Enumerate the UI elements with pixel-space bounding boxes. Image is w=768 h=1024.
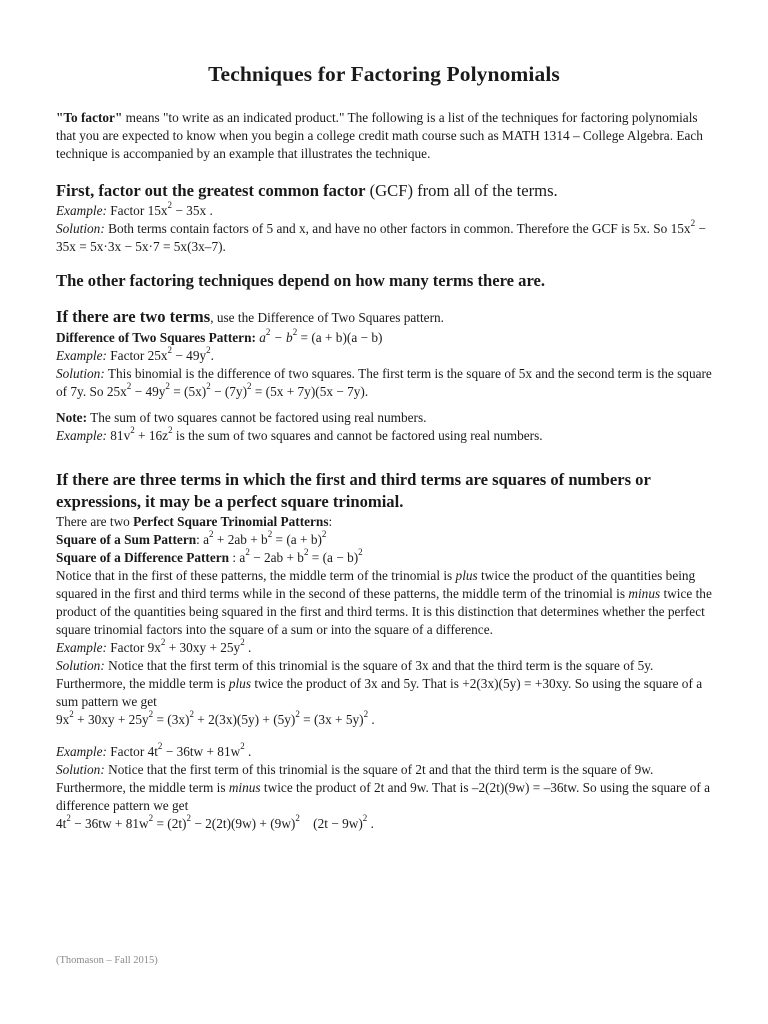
pattern-a: a — [255, 330, 266, 345]
ex1-c: . — [244, 640, 252, 655]
pst-intro — [56, 513, 712, 531]
diff-example — [56, 743, 712, 761]
two-terms-example-label: Example: — [56, 348, 107, 363]
eq2-d: − 2(2t)(9w) + (9w) — [191, 816, 296, 831]
eq2-e1: 2 — [66, 813, 71, 823]
diff-exp1: 2 — [245, 547, 250, 557]
two-terms-example-text: Factor 25x — [106, 348, 168, 363]
eq1-c: = (3x) — [153, 712, 190, 727]
sol-end: = (5x + 7y)(5x − 7y). — [251, 384, 369, 399]
eq2-f: (2t − 9w) — [299, 816, 363, 831]
diff-b: − 2ab + b — [249, 550, 304, 565]
diff-c: = (a − b) — [308, 550, 359, 565]
page-footer: (Thomason – Fall 2015) — [56, 955, 158, 966]
sum-solution — [56, 657, 712, 711]
sol-exp2: 2 — [165, 381, 170, 391]
eq2-e4: 2 — [295, 813, 300, 823]
sum-a: : a — [196, 532, 210, 547]
eq2-b: − 36tw + 81w — [70, 816, 149, 831]
eq2-a: 4t — [56, 816, 67, 831]
note-text: The sum of two squares cannot be factored using real numbers. — [87, 410, 427, 425]
sol-exp4: 2 — [247, 381, 252, 391]
note-example-b: + 16z — [134, 428, 169, 443]
eq1-e1: 2 — [69, 709, 74, 719]
two-terms-solution-text: This binomial is the difference of two squares. The first term is the square of 5x and the second term is the square of 7y. So 25x — [56, 366, 712, 399]
page-title: Techniques for Factoring Polynomials — [208, 62, 560, 86]
gcf-solution-label: Solution: — [56, 221, 105, 236]
sum-squares-example — [56, 427, 712, 445]
eq1-e4: 2 — [295, 709, 300, 719]
pst-intro-bold: Perfect Square Trinomial Patterns — [133, 514, 329, 529]
gcf-example-label: Example: — [56, 203, 107, 218]
sol2-a: Notice that the first term of this trinomial is the square of 2t and that the third term is the square of 9w. Furthermore, the middle term is — [56, 762, 654, 795]
note-example-exp1: 2 — [130, 425, 135, 435]
sum-squares-note — [56, 409, 712, 427]
sol-mid1: − 49y — [131, 384, 166, 399]
gcf-example-rest: − 35x . — [172, 203, 213, 218]
ex2-a: Factor 4t — [106, 744, 158, 759]
diff-solution — [56, 761, 712, 815]
intro-text: means "to write as an indicated product." The following is a list of the techniques for factoring polynomials that you are expected to know when you begin a college credit math course such as MATH 1314 – College Algebra. Each technique is accompanied by an example that illustrates the technique. — [56, 110, 703, 161]
gcf-solution-text: Both terms contain factors of 5 and x, and have no other factors in common. Therefore the GCF is 5x. So 15x — [104, 221, 691, 236]
diff-a: : a — [229, 550, 246, 565]
square-diff-label: Square of a Difference Pattern — [56, 550, 230, 565]
sol-exp3: 2 — [206, 381, 211, 391]
square-sum-pattern — [56, 531, 712, 549]
gcf-heading-bold: First, factor out the greatest common factor — [56, 181, 366, 200]
two-terms-heading-small: , use the Difference of Two Squares pattern. — [210, 310, 444, 325]
pattern-b: − b — [270, 330, 293, 345]
notice-plus: plus — [455, 568, 478, 583]
two-terms-solution — [56, 365, 712, 401]
eq1-b: + 30xy + 25y — [73, 712, 149, 727]
gcf-example-text: Factor 15x — [106, 203, 168, 218]
notice-paragraph — [56, 567, 712, 639]
ex1-b: + 30xy + 25y — [165, 640, 241, 655]
gcf-example — [56, 202, 712, 220]
pattern-rest: = (a + b)(a − b) — [297, 330, 383, 345]
eq1-e3: 2 — [189, 709, 194, 719]
pattern-exp1: 2 — [265, 327, 271, 337]
gcf-solution-rest: − 35x = 5x·3x − 5x·7 = 5x(3x–7). — [56, 221, 706, 254]
sol2-label: Solution: — [56, 762, 105, 777]
note-example-exp2: 2 — [168, 425, 173, 435]
square-diff-pattern — [56, 549, 712, 567]
sol2-minus: minus — [228, 780, 261, 795]
eq2-g: . — [367, 816, 374, 831]
two-terms-example-end: . — [210, 348, 214, 363]
gcf-example-exponent: 2 — [167, 200, 173, 210]
diff-squares-pattern-label: Difference of Two Squares Pattern: — [56, 330, 256, 345]
pattern-exp2: 2 — [292, 327, 298, 337]
two-terms-example — [56, 347, 712, 365]
ex1-a: Factor 9x — [106, 640, 161, 655]
eq1-a: 9x — [56, 712, 70, 727]
gcf-heading-normal: (GCF) from all of the terms. — [365, 181, 558, 200]
eq2-e5: 2 — [362, 813, 368, 823]
intro-term: "To factor" — [56, 110, 123, 125]
eq1-g: . — [368, 712, 375, 727]
sol1-label: Solution: — [56, 658, 105, 673]
eq2-e2: 2 — [148, 813, 154, 823]
sol1-b: twice the product of 3x and 5y. That is +2(3x)(5y) = +30xy. So using the square of a sum pattern we get — [56, 676, 703, 709]
diff-squares-pattern — [56, 329, 712, 347]
square-sum-label: Square of a Sum Pattern — [56, 532, 197, 547]
note-example-label: Example: — [56, 428, 107, 443]
diff-equation — [56, 815, 712, 833]
eq1-e2: 2 — [148, 709, 154, 719]
pst-intro-text: There are two — [56, 514, 134, 529]
sol1-a: Notice that the first term of this trinomial is the square of 3x and that the third term is the square of 5y. Furthermore, the middle term is — [56, 658, 654, 691]
sum-equation — [56, 711, 712, 729]
two-terms-example-mid: − 49y — [172, 348, 207, 363]
sum-c: = (a + b) — [272, 532, 322, 547]
sol-mid3: − (7y) — [210, 384, 248, 399]
note-label: Note: — [56, 410, 88, 425]
sum-exp1: 2 — [209, 529, 214, 539]
eq1-d: + 2(3x)(5y) + (5y) — [193, 712, 296, 727]
two-terms-example-exp1: 2 — [167, 345, 173, 355]
ex2-exp1: 2 — [157, 741, 163, 751]
eq1-f: = (3x + 5y) — [299, 712, 364, 727]
sol2-b: twice the product of 2t and 9w. That is –2(2t)(9w) = –36tw. So using the square of a difference pattern we get — [56, 780, 711, 813]
eq2-e3: 2 — [186, 813, 191, 823]
pst-intro-end: : — [328, 514, 333, 529]
ex1-label: Example: — [56, 640, 107, 655]
diff-exp2: 2 — [303, 547, 309, 557]
gcf-heading — [56, 180, 712, 202]
notice-c: twice the product of the quantities being squared in the first and third terms. It is this distinction that determines whether the perfect square trinomial factors into the square of a sum or into the square of a difference. — [56, 586, 712, 637]
notice-a: Notice that in the first of these patterns, the middle term of the trinomial is — [56, 568, 456, 583]
notice-b: twice the product of the quantities being squared in the first and third terms while in the second of these patterns, the middle term of the trinomial is — [56, 568, 696, 601]
sol-exp1: 2 — [126, 381, 132, 391]
two-terms-example-exp2: 2 — [206, 345, 211, 355]
sum-exp3: 2 — [321, 529, 327, 539]
sum-example — [56, 639, 712, 657]
ex1-exp2: 2 — [240, 637, 245, 647]
eq1-e5: 2 — [363, 709, 369, 719]
two-terms-solution-label: Solution: — [56, 366, 105, 381]
three-terms-heading: If there are three terms in which the first and third terms are squares of numbers or expressions, it may be a perfect square trinomial. — [56, 470, 651, 511]
note-example-rest: is the sum of two squares and cannot be factored using real numbers. — [172, 428, 543, 443]
gcf-solution — [56, 220, 712, 256]
depend-heading: The other factoring techniques depend on how many terms there are. — [56, 271, 546, 290]
two-terms-heading — [56, 306, 712, 329]
gcf-solution-exponent: 2 — [690, 218, 696, 228]
ex2-exp2: 2 — [240, 741, 245, 751]
sum-exp2: 2 — [267, 529, 273, 539]
ex2-c: . — [244, 744, 252, 759]
notice-minus: minus — [628, 586, 661, 601]
sum-b: + 2ab + b — [213, 532, 268, 547]
note-example-a: 81v — [106, 428, 131, 443]
eq2-c: = (2t) — [153, 816, 187, 831]
ex2-label: Example: — [56, 744, 107, 759]
two-terms-heading-bold: If there are two terms — [56, 307, 211, 326]
diff-exp3: 2 — [358, 547, 363, 557]
sol1-plus: plus — [228, 676, 251, 691]
ex2-b: − 36tw + 81w — [162, 744, 241, 759]
ex1-exp1: 2 — [160, 637, 166, 647]
intro-paragraph — [56, 109, 712, 163]
sol-mid2: = (5x) — [169, 384, 207, 399]
